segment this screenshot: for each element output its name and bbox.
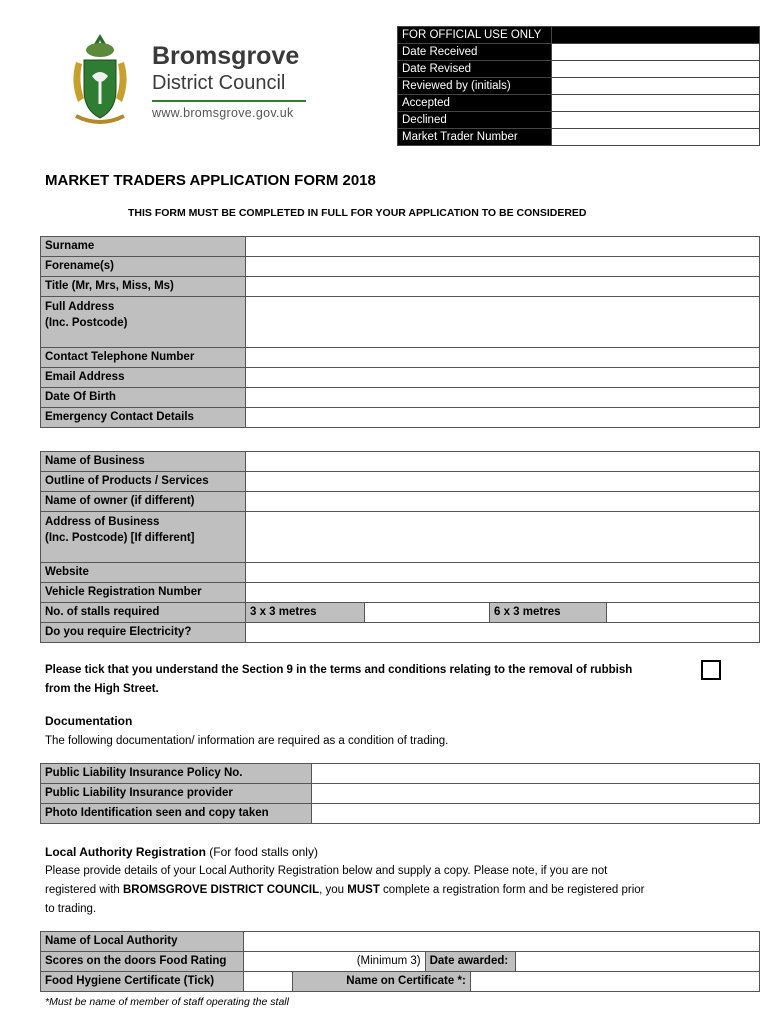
official-date-received: Date Received: [398, 44, 552, 61]
official-reviewed-by: Reviewed by (initials): [398, 78, 552, 95]
official-date-received-value[interactable]: [552, 44, 760, 61]
official-reviewed-by-value[interactable]: [552, 78, 760, 95]
rubbish-statement: Please tick that you understand the Section 9 in the terms and conditions relating to the removal of rubbish from the High Street.: [45, 664, 633, 695]
official-declined-value[interactable]: [552, 112, 760, 129]
outline-label: Outline of Products / Services: [41, 472, 246, 492]
official-accepted: Accepted: [398, 95, 552, 112]
vehicle-field[interactable]: [246, 583, 760, 603]
business-address-label: Address of Business (Inc. Postcode) [If different]: [41, 512, 246, 563]
business-details-table: [40, 451, 760, 643]
outline-field[interactable]: [246, 472, 760, 492]
logo-divider: [152, 100, 306, 102]
scores-field[interactable]: (Minimum 3): [244, 952, 426, 972]
title-label: Title (Mr, Mrs, Miss, Ms): [41, 277, 246, 297]
stall-3x3-field[interactable]: [365, 603, 490, 623]
business-name-label: Name of Business: [41, 452, 246, 472]
electricity-field[interactable]: [246, 623, 760, 643]
vehicle-label: Vehicle Registration Number: [41, 583, 246, 603]
official-date-revised: Date Revised: [398, 61, 552, 78]
provider-field[interactable]: [312, 784, 760, 804]
address-field[interactable]: [246, 297, 760, 348]
documentation-table: [40, 763, 760, 824]
la-footnote: *Must be name of member of staff operating the stall: [45, 996, 289, 1008]
logo-url: www.bromsgrove.gov.uk: [152, 106, 294, 120]
official-accepted-value[interactable]: [552, 95, 760, 112]
emergency-field[interactable]: [246, 408, 760, 428]
forenames-field[interactable]: [246, 257, 760, 277]
photo-id-field[interactable]: [312, 804, 760, 824]
phone-field[interactable]: [246, 348, 760, 368]
documentation-heading: Documentation: [45, 714, 133, 728]
surname-label: Surname: [41, 237, 246, 257]
la-name-label: Name of Local Authority: [41, 932, 244, 952]
official-declined: Declined: [398, 112, 552, 129]
scores-label: Scores on the doors Food Rating: [41, 952, 244, 972]
emergency-label: Emergency Contact Details: [41, 408, 246, 428]
la-heading: Local Authority Registration (For food stalls only): [45, 845, 318, 859]
official-date-revised-value[interactable]: [552, 61, 760, 78]
official-trader-number: Market Trader Number: [398, 129, 552, 146]
policy-field[interactable]: [312, 764, 760, 784]
title-field[interactable]: [246, 277, 760, 297]
date-awarded-label: Date awarded:: [425, 952, 515, 972]
official-trader-number-value[interactable]: [552, 129, 760, 146]
owner-field[interactable]: [246, 492, 760, 512]
dob-field[interactable]: [246, 388, 760, 408]
logo-line1: Bromsgrove: [152, 42, 300, 70]
hygiene-tick-field[interactable]: [244, 972, 293, 992]
la-paragraph: Please provide details of your Local Authority Registration below and supply a copy. Please note, if you are not registered with BROMSGROVE DISTRICT COUNCIL, you MUST complete a registration form and be registered prior to trading.: [45, 865, 645, 915]
policy-label: Public Liability Insurance Policy No.: [41, 764, 312, 784]
owner-label: Name of owner (if different): [41, 492, 246, 512]
electricity-label: Do you require Electricity?: [41, 623, 246, 643]
official-use-table: [397, 26, 760, 146]
email-field[interactable]: [246, 368, 760, 388]
surname-field[interactable]: [246, 237, 760, 257]
rubbish-checkbox[interactable]: [701, 660, 721, 680]
name-on-cert-field[interactable]: [470, 972, 759, 992]
name-on-cert-label: Name on Certificate *:: [293, 972, 471, 992]
official-header: FOR OFFICIAL USE ONLY: [398, 27, 552, 44]
provider-label: Public Liability Insurance provider: [41, 784, 312, 804]
dob-label: Date Of Birth: [41, 388, 246, 408]
form-subtitle: THIS FORM MUST BE COMPLETED IN FULL FOR YOUR APPLICATION TO BE CONSIDERED: [128, 207, 587, 219]
date-awarded-field[interactable]: [516, 952, 760, 972]
stalls-label: No. of stalls required: [41, 603, 246, 623]
form-title: MARKET TRADERS APPLICATION FORM 2018: [45, 172, 376, 189]
council-crest-icon: [66, 32, 134, 130]
forenames-label: Forename(s): [41, 257, 246, 277]
la-table: [40, 931, 760, 992]
stall-6x3-field[interactable]: [607, 603, 760, 623]
phone-label: Contact Telephone Number: [41, 348, 246, 368]
logo-line2: District Council: [152, 72, 286, 94]
stall-6x3-label: 6 x 3 metres: [490, 603, 607, 623]
council-logo: [66, 32, 316, 132]
documentation-text: The following documentation/ information are required as a condition of trading.: [45, 735, 449, 747]
hygiene-label: Food Hygiene Certificate (Tick): [41, 972, 244, 992]
website-label: Website: [41, 563, 246, 583]
business-name-field[interactable]: [246, 452, 760, 472]
email-label: Email Address: [41, 368, 246, 388]
photo-id-label: Photo Identification seen and copy taken: [41, 804, 312, 824]
address-label: Full Address (Inc. Postcode): [41, 297, 246, 348]
stall-3x3-label: 3 x 3 metres: [246, 603, 365, 623]
business-address-field[interactable]: [246, 512, 760, 563]
website-field[interactable]: [246, 563, 760, 583]
la-name-field[interactable]: [244, 932, 760, 952]
personal-details-table: [40, 236, 760, 428]
